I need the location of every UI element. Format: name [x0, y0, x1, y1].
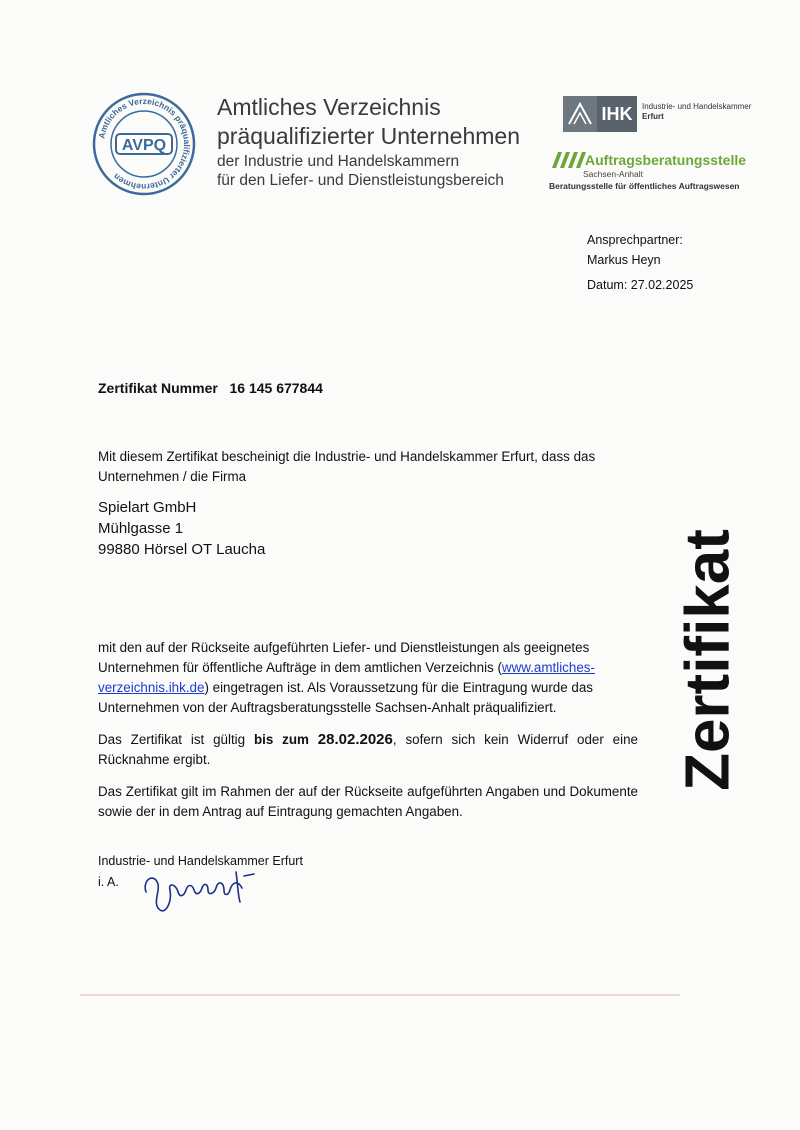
abst-region: Sachsen-Anhalt — [583, 169, 644, 179]
signature-ia: i. A. — [98, 875, 119, 889]
validity-paragraph — [98, 730, 638, 770]
date-line — [587, 278, 693, 292]
seal-ring-text: Amtliches Verzeichnis präqualifizierter Unternehmen — [96, 95, 193, 193]
header-sub-line2: für den Liefer- und Dienstleistungsbereich — [217, 172, 504, 189]
registration-paragraph — [98, 638, 638, 718]
certificate-number-value: 16 145 677844 — [229, 380, 323, 396]
avpq-seal — [92, 92, 196, 196]
intro-paragraph: Mit diesem Zertifikat bescheinigt die Industrie- und Handelskammer Erfurt, dass das Unternehmen / die Firma — [98, 449, 596, 484]
ihk-logo — [563, 96, 637, 132]
certificate-label: Zertifikat Nummer — [98, 380, 218, 396]
company-street: Mühlgasse 1 — [98, 520, 184, 537]
side-title-text: Zertifikat — [673, 529, 743, 791]
header-subtitle — [217, 152, 504, 190]
date-label: Datum: — [587, 278, 628, 292]
validity-bold: bis zum — [253, 732, 309, 747]
scope-paragraph: Das Zertifikat gilt im Rahmen der auf der Rückseite aufgeführten Angaben und Dokumente sowie der in dem Antrag auf Eintragung gemachten Angaben. — [98, 784, 638, 819]
abst-name: Auftragsberatungsstelle — [585, 152, 747, 168]
ihk-mark-icon — [563, 96, 597, 132]
header-title — [217, 93, 520, 151]
validity-text-after: , sofern sich kein Widerruf oder eine Rücknahme ergibt. — [98, 732, 638, 767]
registration-text-after: ) eingetragen ist. Als Voraussetzung für die Eintragung wurde das Unternehmen von der Auftragsberatungsstelle Sachsen-Anhalt präqualifiziert. — [98, 680, 594, 715]
contact-block — [587, 230, 683, 270]
directory-link[interactable]: www.amtliches-verzeichnis.ihk.de — [98, 660, 595, 695]
company-name: Spielart GmbH — [98, 499, 197, 516]
validity-text-before: Das Zertifikat ist gültig — [98, 732, 254, 747]
company-address — [98, 497, 265, 560]
handwritten-signature — [132, 862, 282, 914]
side-title — [668, 520, 748, 800]
registration-text-before: mit den auf der Rückseite aufgeführten Liefer- und Dienstleistungen als geeignetes Unternehmen für öffentliche Aufträge in dem amtlichen Verzeichnis ( — [98, 640, 590, 675]
contact-label: Ansprechpartner: — [587, 233, 683, 247]
ihk-chamber-line1: Industrie- und Handelskammer — [642, 102, 752, 111]
signature-organization: Industrie- und Handelskammer Erfurt — [98, 854, 303, 868]
certificate-number — [98, 380, 323, 396]
validity-date: 28.02.2026 — [317, 731, 393, 748]
date-value: 27.02.2025 — [630, 278, 694, 292]
header-title-line2: präqualifizierter Unternehmen — [217, 123, 520, 149]
header-sub-line1: der Industrie und Handelskammern — [217, 153, 460, 170]
faint-divider — [80, 994, 680, 996]
abst-description: Beratungsstelle für öffentliches Auftragswesen — [549, 181, 740, 191]
header-title-line1: Amtliches Verzeichnis — [217, 94, 441, 120]
ihk-chamber-name — [642, 102, 751, 122]
ihk-logo-text: IHK — [597, 96, 637, 132]
company-city: 99880 Hörsel OT Laucha — [98, 541, 266, 558]
contact-name: Markus Heyn — [587, 253, 661, 267]
seal-center-text: AVPQ — [121, 137, 167, 154]
ihk-chamber-line2: Erfurt — [642, 112, 664, 121]
abst-stripes-icon — [548, 152, 586, 168]
